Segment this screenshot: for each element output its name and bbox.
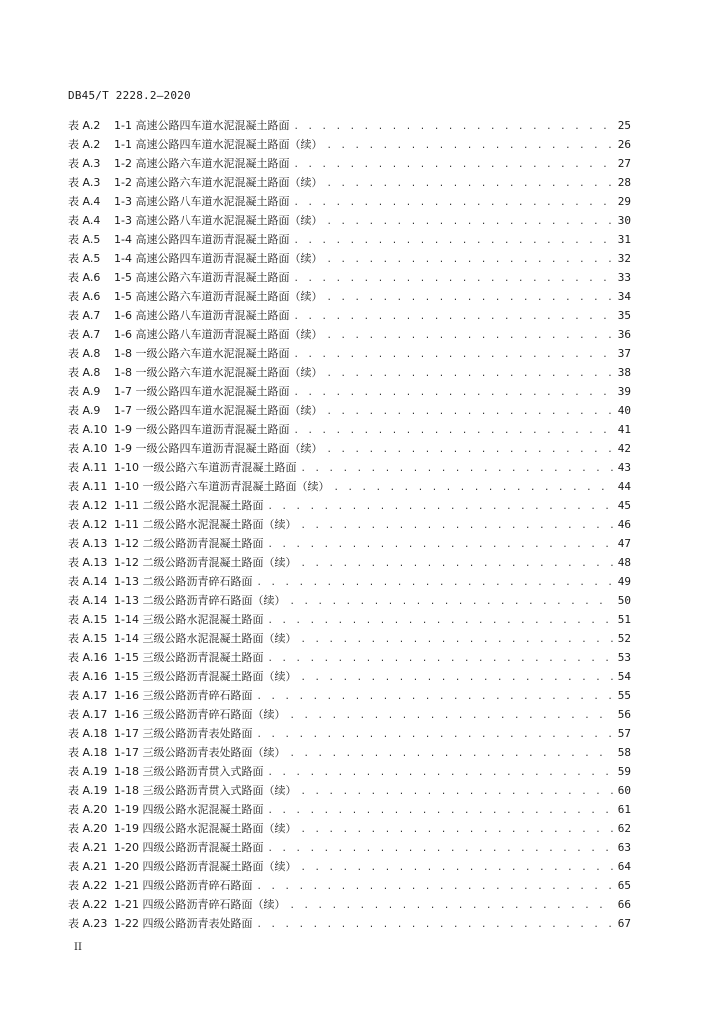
toc-entry-title: 1-19 四级公路水泥混凝土路面（续） (114, 822, 297, 835)
toc-entry-label: 表 A.19 (68, 784, 108, 797)
dot-leader (267, 840, 613, 859)
toc-entry[interactable] (68, 629, 631, 648)
dot-leader (300, 821, 613, 840)
toc-entry-title: 1-9 一级公路四车道沥青混凝土路面（续） (114, 442, 323, 455)
toc-entry-page: 30 (617, 214, 631, 227)
toc-entry[interactable] (68, 762, 631, 781)
toc-entry[interactable] (68, 857, 631, 876)
dot-leader (293, 232, 613, 251)
toc-entry-page: 50 (617, 594, 631, 607)
toc-entry-title: 1-5 高速公路六车道沥青混凝土路面（续） (114, 290, 323, 303)
toc-entry[interactable] (68, 838, 631, 857)
toc-entry-label: 表 A.10 (68, 423, 108, 436)
toc-entry-page: 62 (617, 822, 631, 835)
toc-entry-title: 1-18 三级公路沥青贯入式路面（续） (114, 784, 297, 797)
dot-leader (300, 783, 613, 802)
toc-entry[interactable] (68, 477, 631, 496)
dot-leader (326, 251, 613, 270)
dot-leader (293, 194, 613, 213)
toc-entry-page: 34 (617, 290, 631, 303)
toc-entry-label: 表 A.18 (68, 746, 108, 759)
dot-leader (293, 270, 613, 289)
dot-leader (326, 213, 613, 232)
dot-leader (256, 726, 613, 745)
toc-entry-title: 1-15 三级公路沥青混凝土路面（续） (114, 670, 297, 683)
toc-entry-title: 1-6 高速公路八车道沥青混凝土路面 (114, 309, 290, 322)
toc-entry[interactable] (68, 439, 631, 458)
toc-entry[interactable] (68, 173, 631, 192)
toc-entry-page: 43 (617, 461, 631, 474)
toc-entry-label: 表 A.20 (68, 822, 108, 835)
toc-entry-title: 1-9 一级公路四车道沥青混凝土路面 (114, 423, 290, 436)
dot-leader (256, 688, 613, 707)
toc-entry[interactable] (68, 135, 631, 154)
toc-entry-title: 1-3 高速公路八车道水泥混凝土路面（续） (114, 214, 323, 227)
dot-leader (300, 460, 613, 479)
toc-entry-label: 表 A.7 (68, 309, 101, 322)
toc-entry-page: 38 (617, 366, 631, 379)
dot-leader (300, 631, 613, 650)
dot-leader (293, 384, 613, 403)
toc-entry-label: 表 A.11 (68, 461, 108, 474)
toc-entry-label: 表 A.15 (68, 632, 108, 645)
toc-entry-page: 66 (617, 898, 631, 911)
toc-entry[interactable] (68, 819, 631, 838)
toc-entry[interactable] (68, 686, 631, 705)
toc-entry-title: 1-17 三级公路沥青表处路面 (114, 727, 253, 740)
toc-entry-title: 1-2 高速公路六车道水泥混凝土路面（续） (114, 176, 323, 189)
toc-entry-page: 55 (617, 689, 631, 702)
toc-entry-title: 1-13 二级公路沥青碎石路面（续） (114, 594, 286, 607)
dot-leader (300, 669, 613, 688)
toc-entry-label: 表 A.9 (68, 404, 101, 417)
toc-entry-title: 1-11 二级公路水泥混凝土路面 (114, 499, 264, 512)
dot-leader (267, 802, 613, 821)
dot-leader (289, 707, 613, 726)
toc-entry-label: 表 A.5 (68, 252, 101, 265)
toc-entry-title: 1-7 一级公路四车道水泥混凝土路面 (114, 385, 290, 398)
toc-entry-label: 表 A.16 (68, 670, 108, 683)
toc-entry-page: 59 (617, 765, 631, 778)
toc-entry-label: 表 A.7 (68, 328, 101, 341)
toc-entry[interactable] (68, 268, 631, 287)
toc-entry[interactable] (68, 420, 631, 439)
toc-entry-label: 表 A.12 (68, 518, 108, 531)
toc-entry-label: 表 A.9 (68, 385, 101, 398)
toc-entry[interactable] (68, 458, 631, 477)
toc-entry-title: 1-18 三级公路沥青贯入式路面 (114, 765, 264, 778)
toc-entry-label: 表 A.17 (68, 689, 108, 702)
dot-leader (267, 764, 613, 783)
toc-entry-page: 53 (617, 651, 631, 664)
toc-entry-page: 31 (617, 233, 631, 246)
toc-entry-page: 45 (617, 499, 631, 512)
toc-entry-page: 63 (617, 841, 631, 854)
dot-leader (326, 365, 613, 384)
toc-entry-label: 表 A.13 (68, 556, 108, 569)
toc-entry-title: 1-6 高速公路八车道沥青混凝土路面（续） (114, 328, 323, 341)
toc-entry[interactable] (68, 192, 631, 211)
toc-entry-label: 表 A.21 (68, 841, 108, 854)
toc-entry-page: 57 (617, 727, 631, 740)
toc-entry-label: 表 A.2 (68, 138, 101, 151)
toc-entry-page: 25 (617, 119, 631, 132)
toc-entry-label: 表 A.23 (68, 917, 108, 930)
toc-entry-title: 1-14 三级公路水泥混凝土路面（续） (114, 632, 297, 645)
toc-entry-label: 表 A.16 (68, 651, 108, 664)
toc-entry-page: 65 (617, 879, 631, 892)
toc-entry-title: 1-7 一级公路四车道水泥混凝土路面（续） (114, 404, 323, 417)
toc-entry-page: 26 (617, 138, 631, 151)
toc-entry-title: 1-1 高速公路四车道水泥混凝土路面（续） (114, 138, 323, 151)
toc-entry-label: 表 A.3 (68, 176, 101, 189)
toc-entry[interactable] (68, 895, 631, 914)
toc-entry-label: 表 A.22 (68, 898, 108, 911)
dot-leader (300, 859, 613, 878)
toc-entry-label: 表 A.13 (68, 537, 108, 550)
toc-entry-title: 1-4 高速公路四车道沥青混凝土路面 (114, 233, 290, 246)
toc-entry[interactable] (68, 667, 631, 686)
toc-entry-title: 1-3 高速公路八车道水泥混凝土路面 (114, 195, 290, 208)
toc-entry-title: 1-20 四级公路沥青混凝土路面 (114, 841, 264, 854)
document-code: DB45/T 2228.2—2020 (68, 89, 191, 102)
toc-entry-label: 表 A.18 (68, 727, 108, 740)
toc-entry-label: 表 A.5 (68, 233, 101, 246)
dot-leader (293, 346, 613, 365)
toc-entry[interactable] (68, 914, 631, 933)
dot-leader (293, 422, 613, 441)
toc-entry[interactable] (68, 287, 631, 306)
toc-entry-page: 36 (617, 328, 631, 341)
toc-entry[interactable] (68, 230, 631, 249)
toc-entry-page: 44 (617, 480, 631, 493)
toc-entry[interactable] (68, 591, 631, 610)
toc-entry-title: 1-20 四级公路沥青混凝土路面（续） (114, 860, 297, 873)
toc-entry[interactable] (68, 743, 631, 762)
dot-leader (326, 441, 613, 460)
toc-entry[interactable] (68, 325, 631, 344)
toc-entry-page: 33 (617, 271, 631, 284)
toc-entry-page: 35 (617, 309, 631, 322)
dot-leader (326, 327, 613, 346)
toc-entry-page: 40 (617, 404, 631, 417)
toc-entry[interactable] (68, 382, 631, 401)
toc-entry-title: 1-11 二级公路水泥混凝土路面（续） (114, 518, 297, 531)
toc-entry-page: 27 (617, 157, 631, 170)
toc-entry-title: 1-5 高速公路六车道沥青混凝土路面 (114, 271, 290, 284)
dot-leader (293, 156, 613, 175)
toc-entry-page: 47 (617, 537, 631, 550)
dot-leader (289, 593, 613, 612)
toc-entry[interactable] (68, 116, 631, 135)
toc-entry-label: 表 A.12 (68, 499, 108, 512)
toc-entry-title: 1-14 三级公路水泥混凝土路面 (114, 613, 264, 626)
dot-leader (293, 308, 613, 327)
toc-entry-label: 表 A.15 (68, 613, 108, 626)
toc-entry[interactable] (68, 344, 631, 363)
toc-entry[interactable] (68, 553, 631, 572)
table-of-contents (68, 116, 631, 933)
dot-leader (267, 650, 613, 669)
toc-entry[interactable] (68, 154, 631, 173)
toc-entry-page: 60 (617, 784, 631, 797)
toc-entry-page: 28 (617, 176, 631, 189)
toc-entry-page: 32 (617, 252, 631, 265)
toc-entry-page: 51 (617, 613, 631, 626)
toc-entry-label: 表 A.10 (68, 442, 108, 455)
toc-entry-page: 56 (617, 708, 631, 721)
toc-entry[interactable] (68, 800, 631, 819)
toc-entry-title: 1-19 四级公路水泥混凝土路面 (114, 803, 264, 816)
toc-entry-page: 49 (617, 575, 631, 588)
toc-entry-title: 1-21 四级公路沥青碎石路面 (114, 879, 253, 892)
toc-entry-title: 1-4 高速公路四车道沥青混凝土路面（续） (114, 252, 323, 265)
toc-entry-title: 1-8 一级公路六车道水泥混凝土路面 (114, 347, 290, 360)
toc-entry-page: 54 (617, 670, 631, 683)
toc-entry-page: 42 (617, 442, 631, 455)
toc-entry-page: 61 (617, 803, 631, 816)
dot-leader (300, 517, 613, 536)
dot-leader (289, 745, 613, 764)
toc-entry-label: 表 A.6 (68, 271, 101, 284)
page-number: II (74, 942, 82, 953)
toc-entry-label: 表 A.8 (68, 347, 101, 360)
toc-entry-label: 表 A.6 (68, 290, 101, 303)
toc-entry-label: 表 A.22 (68, 879, 108, 892)
toc-entry[interactable] (68, 724, 631, 743)
toc-entry-title: 1-16 三级公路沥青碎石路面 (114, 689, 253, 702)
toc-entry-title: 1-15 三级公路沥青混凝土路面 (114, 651, 264, 664)
dot-leader (289, 897, 613, 916)
dot-leader (300, 555, 613, 574)
toc-entry[interactable] (68, 401, 631, 420)
toc-entry-label: 表 A.8 (68, 366, 101, 379)
dot-leader (256, 574, 613, 593)
dot-leader (326, 403, 613, 422)
toc-entry-page: 41 (617, 423, 631, 436)
toc-entry-label: 表 A.17 (68, 708, 108, 721)
toc-entry[interactable] (68, 781, 631, 800)
toc-entry[interactable] (68, 249, 631, 268)
toc-entry-title: 1-17 三级公路沥青表处路面（续） (114, 746, 286, 759)
toc-entry-page: 46 (617, 518, 631, 531)
toc-entry[interactable] (68, 515, 631, 534)
toc-entry-label: 表 A.19 (68, 765, 108, 778)
dot-leader (256, 916, 613, 935)
toc-entry-label: 表 A.21 (68, 860, 108, 873)
toc-entry-page: 39 (617, 385, 631, 398)
dot-leader (326, 289, 613, 308)
toc-entry-title: 1-10 一级公路六车道沥青混凝土路面（续） (114, 480, 330, 493)
dot-leader (326, 137, 613, 156)
toc-entry-page: 64 (617, 860, 631, 873)
toc-entry-title: 1-2 高速公路六车道水泥混凝土路面 (114, 157, 290, 170)
toc-entry-page: 67 (617, 917, 631, 930)
dot-leader (256, 878, 613, 897)
dot-leader (267, 498, 613, 517)
toc-entry-page: 58 (617, 746, 631, 759)
toc-entry-title: 1-10 一级公路六车道沥青混凝土路面 (114, 461, 297, 474)
toc-entry-label: 表 A.11 (68, 480, 108, 493)
toc-entry[interactable] (68, 572, 631, 591)
toc-entry-page: 29 (617, 195, 631, 208)
toc-entry-label: 表 A.4 (68, 214, 101, 227)
toc-entry[interactable] (68, 705, 631, 724)
toc-entry-title: 1-13 二级公路沥青碎石路面 (114, 575, 253, 588)
toc-entry[interactable] (68, 306, 631, 325)
toc-entry-label: 表 A.20 (68, 803, 108, 816)
toc-entry-title: 1-8 一级公路六车道水泥混凝土路面（续） (114, 366, 323, 379)
toc-entry[interactable] (68, 211, 631, 230)
toc-entry-label: 表 A.4 (68, 195, 101, 208)
dot-leader (293, 118, 613, 137)
toc-entry-label: 表 A.3 (68, 157, 101, 170)
toc-entry-title: 1-21 四级公路沥青碎石路面（续） (114, 898, 286, 911)
dot-leader (267, 536, 613, 555)
toc-entry[interactable] (68, 648, 631, 667)
dot-leader (267, 612, 613, 631)
dot-leader (333, 479, 613, 498)
toc-entry-page: 52 (617, 632, 631, 645)
toc-entry[interactable] (68, 496, 631, 515)
toc-entry[interactable] (68, 876, 631, 895)
dot-leader (326, 175, 613, 194)
toc-entry-title: 1-12 二级公路沥青混凝土路面（续） (114, 556, 297, 569)
toc-entry-title: 1-16 三级公路沥青碎石路面（续） (114, 708, 286, 721)
toc-entry-page: 37 (617, 347, 631, 360)
toc-entry-title: 1-1 高速公路四车道水泥混凝土路面 (114, 119, 290, 132)
toc-entry-title: 1-22 四级公路沥青表处路面 (114, 917, 253, 930)
toc-entry-label: 表 A.14 (68, 575, 108, 588)
toc-entry-label: 表 A.2 (68, 119, 101, 132)
toc-entry-label: 表 A.14 (68, 594, 108, 607)
toc-entry[interactable] (68, 610, 631, 629)
toc-entry-title: 1-12 二级公路沥青混凝土路面 (114, 537, 264, 550)
toc-entry[interactable] (68, 534, 631, 553)
toc-entry[interactable] (68, 363, 631, 382)
toc-entry-page: 48 (617, 556, 631, 569)
